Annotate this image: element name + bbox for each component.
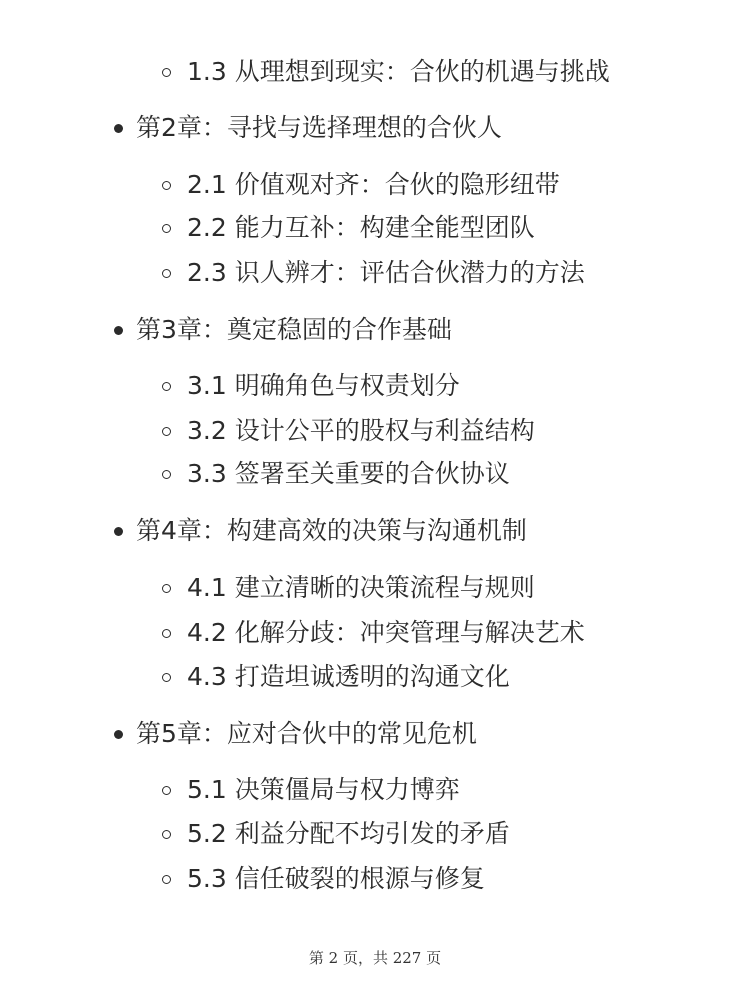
page-number-footer: 第 2 页，共 227 页 — [308, 949, 442, 967]
toc-section-3-1 — [0, 366, 750, 406]
toc-section-2-2 — [0, 208, 750, 248]
toc-item-text: 第3章：奠定稳固的合作基础 — [136, 315, 452, 344]
toc-chapter-4 — [0, 511, 750, 551]
toc-section-4-1 — [0, 568, 750, 608]
toc-section-1-3 — [0, 52, 750, 92]
toc-section-5-2 — [0, 814, 750, 854]
toc-item-text: 3.1 明确角色与权责划分 — [187, 371, 460, 400]
filled-disc-bullet-icon — [114, 124, 123, 133]
toc-item-text: 第5章：应对合伙中的常见危机 — [136, 719, 477, 748]
toc-item-text: 3.2 设计公平的股权与利益结构 — [187, 416, 535, 445]
toc-item-text: 4.1 建立清晰的决策流程与规则 — [187, 573, 535, 602]
hollow-circle-bullet-icon — [162, 584, 171, 593]
toc-item-text: 第2章：寻找与选择理想的合伙人 — [136, 113, 502, 142]
toc-item-text: 5.1 决策僵局与权力博弈 — [187, 775, 460, 804]
toc-section-4-3 — [0, 657, 750, 697]
hollow-circle-bullet-icon — [162, 629, 171, 638]
filled-disc-bullet-icon — [114, 326, 123, 335]
toc-chapter-5 — [0, 714, 750, 754]
hollow-circle-bullet-icon — [162, 68, 171, 77]
toc-section-4-2 — [0, 613, 750, 653]
toc-section-5-1 — [0, 770, 750, 810]
hollow-circle-bullet-icon — [162, 875, 171, 884]
toc-section-2-3 — [0, 253, 750, 293]
hollow-circle-bullet-icon — [162, 830, 171, 839]
toc-section-3-2 — [0, 411, 750, 451]
filled-disc-bullet-icon — [114, 730, 123, 739]
toc-section-3-3 — [0, 454, 750, 494]
toc-item-text: 4.3 打造坦诚透明的沟通文化 — [187, 662, 510, 691]
toc-item-text: 5.2 利益分配不均引发的矛盾 — [187, 819, 510, 848]
toc-chapter-3 — [0, 310, 750, 350]
hollow-circle-bullet-icon — [162, 224, 171, 233]
hollow-circle-bullet-icon — [162, 786, 171, 795]
toc-section-2-1 — [0, 165, 750, 205]
toc-item-text: 2.1 价值观对齐：合伙的隐形纽带 — [187, 170, 560, 199]
toc-item-text: 5.3 信任破裂的根源与修复 — [187, 864, 485, 893]
toc-item-text: 2.2 能力互补：构建全能型团队 — [187, 213, 535, 242]
hollow-circle-bullet-icon — [162, 181, 171, 190]
toc-item-text: 3.3 签署至关重要的合伙协议 — [187, 459, 510, 488]
toc-item-text: 第4章：构建高效的决策与沟通机制 — [136, 516, 527, 545]
hollow-circle-bullet-icon — [162, 427, 171, 436]
hollow-circle-bullet-icon — [162, 269, 171, 278]
toc-section-5-3 — [0, 859, 750, 899]
hollow-circle-bullet-icon — [162, 673, 171, 682]
toc-item-text: 2.3 识人辨才：评估合伙潜力的方法 — [187, 258, 585, 287]
hollow-circle-bullet-icon — [162, 470, 171, 479]
toc-chapter-2 — [0, 108, 750, 148]
toc-item-text: 4.2 化解分歧：冲突管理与解决艺术 — [187, 618, 585, 647]
toc-item-text: 1.3 从理想到现实：合伙的机遇与挑战 — [187, 57, 610, 86]
filled-disc-bullet-icon — [114, 527, 123, 536]
hollow-circle-bullet-icon — [162, 382, 171, 391]
